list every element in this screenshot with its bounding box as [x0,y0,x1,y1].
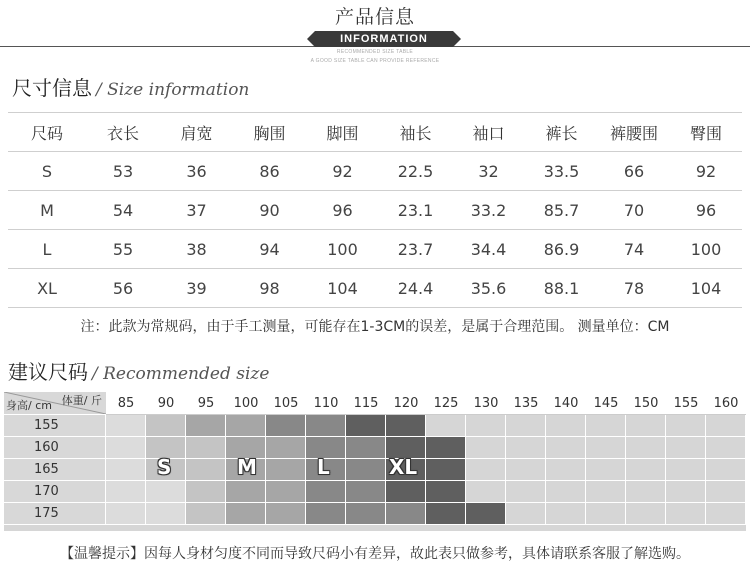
size-grid-cell [506,459,546,481]
warm-tip: 【温馨提示】因每人身材匀度不同而导致尺码小有差异，故此表只做参考，具体请联系客服了解选购。 [60,546,690,562]
weight-header-cell: 120 [386,392,426,415]
size-grid-cell [266,503,306,525]
size-table-cell: 55 [86,230,160,269]
size-grid-cell [506,481,546,503]
size-grid-cell [226,481,266,503]
size-info-heading [12,72,249,101]
height-row [4,437,746,459]
size-grid-cell [386,503,426,525]
size-grid-cell [666,459,706,481]
size-table-header-cell: 袖长 [379,113,452,152]
size-info-title-cn: 尺寸信息 [12,76,92,100]
banner-subtitle-1: RECOMMENDED SIZE TABLE [336,49,414,55]
size-table-row [8,152,742,191]
product-info-title: 产品信息 [334,6,415,28]
size-table-header-cell: 裤腰围 [598,113,670,152]
recommend-grid-wrap [4,392,746,531]
size-grid-cell [506,437,546,459]
size-table-header-row [8,113,742,152]
weight-header-cell: 105 [266,392,306,415]
height-header-cell: 175 [4,503,106,525]
size-grid-cell [186,415,226,437]
size-grid-cell [386,481,426,503]
height-header-cell: 155 [4,415,106,437]
size-table-cell: 74 [598,230,670,269]
size-grid-cell [346,481,386,503]
size-table-cell: 104 [306,269,379,308]
weight-header-cell: 155 [666,392,706,415]
size-table-cell: 36 [160,152,233,191]
size-grid-cell [146,503,186,525]
weight-header-cell: 135 [506,392,546,415]
size-zone-label-xl: XL [389,455,418,479]
size-grid-cell [546,437,586,459]
weight-header-cell: 100 [226,392,266,415]
size-grid-cell [586,481,626,503]
recommend-grid [4,392,746,525]
size-table-cell: 56 [86,269,160,308]
grid-corner-cell [4,392,106,415]
size-grid-cell [546,481,586,503]
size-grid-cell [706,481,746,503]
size-grid-cell [586,437,626,459]
weight-header-cell: 85 [106,392,146,415]
size-grid-cell [346,415,386,437]
size-grid-cell [626,503,666,525]
size-grid-cell [106,459,146,481]
size-grid-cell [106,437,146,459]
size-table-cell: 24.4 [379,269,452,308]
size-table-cell: 35.6 [452,269,525,308]
weight-header-cell: 115 [346,392,386,415]
height-row [4,415,746,437]
size-grid-cell [586,415,626,437]
size-table-cell: 96 [306,191,379,230]
size-grid-cell [146,481,186,503]
size-grid-cell [466,415,506,437]
size-table-cell: 88.1 [525,269,598,308]
size-table-header-cell: 脚围 [306,113,379,152]
size-table-cell: 90 [233,191,306,230]
size-table-cell: 53 [86,152,160,191]
size-grid-cell [466,459,506,481]
size-grid-cell [626,437,666,459]
size-table-cell: 33.2 [452,191,525,230]
recommend-heading [8,356,269,385]
size-grid-cell [426,415,466,437]
size-table-cell: 92 [306,152,379,191]
size-info-title-en: / Size information [96,80,250,100]
size-table [8,112,742,308]
size-grid-cell [706,459,746,481]
size-grid-cell [266,437,306,459]
weight-header-cell: 110 [306,392,346,415]
height-row [4,503,746,525]
size-table-row [8,230,742,269]
size-zone-label-l: L [317,455,330,479]
size-table-cell: 94 [233,230,306,269]
size-grid-cell [706,503,746,525]
size-table-cell: 86.9 [525,230,598,269]
size-table-cell: XL [8,269,86,308]
size-grid-cell [106,481,146,503]
weight-header-cell: 130 [466,392,506,415]
size-grid-cell [346,459,386,481]
recommend-title-cn: 建议尺码 [8,360,88,384]
size-grid-cell [546,459,586,481]
size-grid-cell [666,415,706,437]
size-grid-cell [626,415,666,437]
size-grid-cell [466,437,506,459]
size-grid-cell [546,415,586,437]
size-grid-cell [666,503,706,525]
size-grid-cell [586,459,626,481]
size-table-cell: 98 [233,269,306,308]
weight-header-row [4,392,746,415]
size-table-cell: 78 [598,269,670,308]
height-row [4,459,746,481]
size-grid-cell [346,437,386,459]
size-grid-cell [466,503,506,525]
height-header-cell: 160 [4,437,106,459]
size-table-header-cell: 肩宽 [160,113,233,152]
size-grid-cell [186,459,226,481]
size-grid-cell [426,437,466,459]
size-grid-cell [106,415,146,437]
size-table-cell: 22.5 [379,152,452,191]
weight-header-cell: 160 [706,392,746,415]
height-header-cell: 165 [4,459,106,481]
size-grid-cell [626,459,666,481]
weight-header-cell: 125 [426,392,466,415]
banner-right-notch [453,31,461,47]
size-table-cell: 37 [160,191,233,230]
size-table-cell: 92 [670,152,742,191]
size-grid-cell [666,437,706,459]
height-header-cell: 170 [4,481,106,503]
size-table-cell: 66 [598,152,670,191]
corner-weight-label: 体重/ 斤 [61,394,102,407]
size-grid-cell [506,415,546,437]
size-grid-cell [306,481,346,503]
size-grid-cell [226,415,266,437]
size-zone-label-m: M [237,455,257,479]
size-grid-cell [426,503,466,525]
size-table-cell: 33.5 [525,152,598,191]
information-banner: INFORMATION [315,31,453,47]
size-grid-cell [586,503,626,525]
size-table-header-cell: 臀围 [670,113,742,152]
size-grid-cell [306,415,346,437]
size-grid-cell [346,503,386,525]
size-table-cell: 54 [86,191,160,230]
size-table-cell: 38 [160,230,233,269]
size-table-cell: 85.7 [525,191,598,230]
weight-header-cell: 140 [546,392,586,415]
size-zone-label-s: S [157,455,172,479]
size-table-cell: L [8,230,86,269]
size-table-row [8,269,742,308]
size-grid-cell [106,503,146,525]
weight-header-cell: 90 [146,392,186,415]
size-table-cell: 100 [306,230,379,269]
banner-subtitle-2: A GOOD SIZE TABLE CAN PROVIDE REFERENCE [310,58,440,64]
size-grid-cell [306,503,346,525]
size-grid-cell [266,415,306,437]
size-grid-cell [546,503,586,525]
size-table-cell: 100 [670,230,742,269]
size-grid-cell [506,503,546,525]
size-table-header-cell: 胸围 [233,113,306,152]
size-table-cell: 86 [233,152,306,191]
weight-header-cell: 150 [626,392,666,415]
measurement-note: 注：此款为常规码，由于手工测量，可能存在1-3CM的误差，是属于合理范围。 测量单位：CM [80,319,670,335]
size-grid-cell [186,437,226,459]
size-table-cell: 23.1 [379,191,452,230]
size-grid-cell [186,481,226,503]
size-grid-cell [426,481,466,503]
size-grid-cell [626,481,666,503]
size-grid-cell [186,503,226,525]
size-table-cell: 34.4 [452,230,525,269]
size-table-header-cell: 尺码 [8,113,86,152]
recommend-title-en: / Recommended size [92,364,270,384]
size-grid-cell [266,459,306,481]
size-table-cell: M [8,191,86,230]
size-table-cell: 32 [452,152,525,191]
size-grid-cell [666,481,706,503]
size-table-header-cell: 衣长 [86,113,160,152]
size-table-cell: 96 [670,191,742,230]
size-table-cell: 70 [598,191,670,230]
height-row [4,481,746,503]
size-table-cell: 104 [670,269,742,308]
size-grid-cell [706,415,746,437]
size-grid-cell [706,437,746,459]
size-table-row [8,191,742,230]
size-table-cell: 23.7 [379,230,452,269]
size-grid-cell [466,481,506,503]
size-grid-cell [226,503,266,525]
banner-left-notch [307,31,315,47]
size-grid-cell [426,459,466,481]
size-grid-cell [386,415,426,437]
size-table-cell: 39 [160,269,233,308]
size-grid-cell [266,481,306,503]
size-table-header-cell: 袖口 [452,113,525,152]
weight-header-cell: 145 [586,392,626,415]
corner-height-label: 身高/ cm [6,399,52,412]
size-grid-cell [146,415,186,437]
size-table-header-cell: 裤长 [525,113,598,152]
weight-header-cell: 95 [186,392,226,415]
size-table-cell: S [8,152,86,191]
